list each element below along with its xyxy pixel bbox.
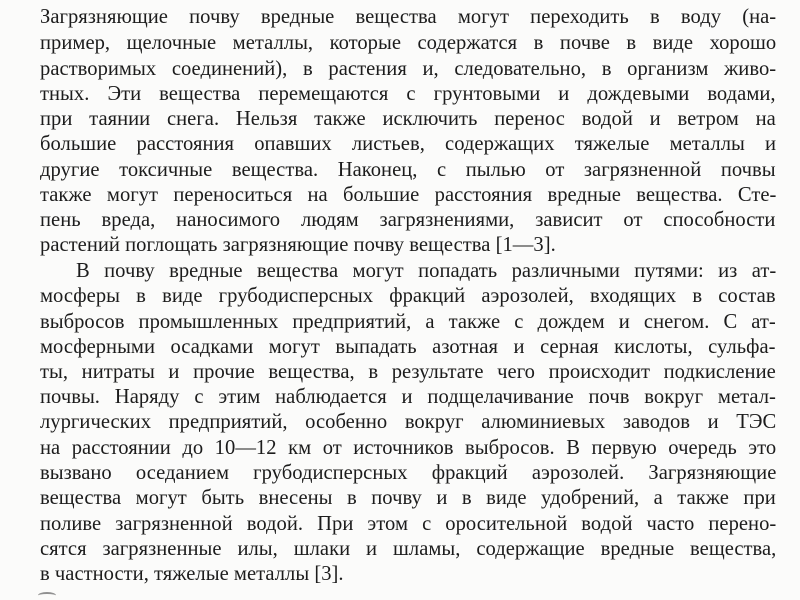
cut-off-glyph [38, 592, 56, 599]
text-line: Загрязняющие почву вредные вещества могут переходить в воду (на- [40, 6, 777, 28]
text-line: также могут переноситься на большие расстояния вредные вещества. Сте- [40, 184, 777, 206]
text-line: в частности, тяжелые металлы [3]. [40, 563, 344, 585]
text-line: лургических предприятий, особенно вокруг алюминиевых заводов и ТЭС [40, 411, 777, 433]
text-line: вещества могут быть внесены в почву и в виде удобрений, а также при [40, 487, 776, 509]
text-line: растворимых соединений), в растения и, следовательно, в организм живо- [40, 58, 777, 80]
text-line: ты, нитраты и прочие вещества, в результате чего происходит подкисление [40, 361, 776, 383]
text-line: другие токсичные вещества. Наконец, с пылью от загрязненной почвы [40, 159, 776, 181]
text-line: пример, щелочные металлы, которые содержатся в почве в виде хорошо [40, 32, 777, 54]
text-line: на расстоянии до 10—12 км от источников выбросов. В первую очередь это [40, 437, 777, 459]
text-line: пень вреда, наносимого людям загрязнениями, зависит от способности [40, 209, 776, 231]
text-line: В почву вредные вещества могут попадать различными путями: из ат- [76, 260, 777, 282]
text-line: растений поглощать загрязняющие почву вещества [1—3]. [40, 234, 556, 256]
text-line: большие расстояния опавших листьев, содержащих тяжелые металлы и [40, 133, 777, 155]
text-line: при таянии снега. Нельзя также исключить перенос водой и ветром на [40, 108, 776, 130]
text-line: вызвано оседанием грубодисперсных фракций аэрозолей. Загрязняющие [40, 462, 777, 484]
text-line: тных. Эти вещества перемещаются с грунтовыми и дождевыми водами, [40, 83, 776, 105]
text-line: мосферными осадками могут выпадать азотная и серная кислоты, сульфа- [40, 336, 776, 358]
text-line: мосферы в виде грубодисперсных фракций аэрозолей, входящих в состав [40, 285, 776, 307]
text-line: сятся загрязненные илы, шлаки и шламы, содержащие вредные вещества, [40, 538, 777, 560]
text-line: поливе загрязненной водой. При этом с оросительной водой часто перено- [40, 513, 777, 535]
text-line: почвы. Наряду с этим наблюдается и подщелачивание почв вокруг метал- [40, 386, 776, 408]
text-line: выбросов промышленных предприятий, а также с дождем и снегом. С ат- [40, 311, 776, 333]
